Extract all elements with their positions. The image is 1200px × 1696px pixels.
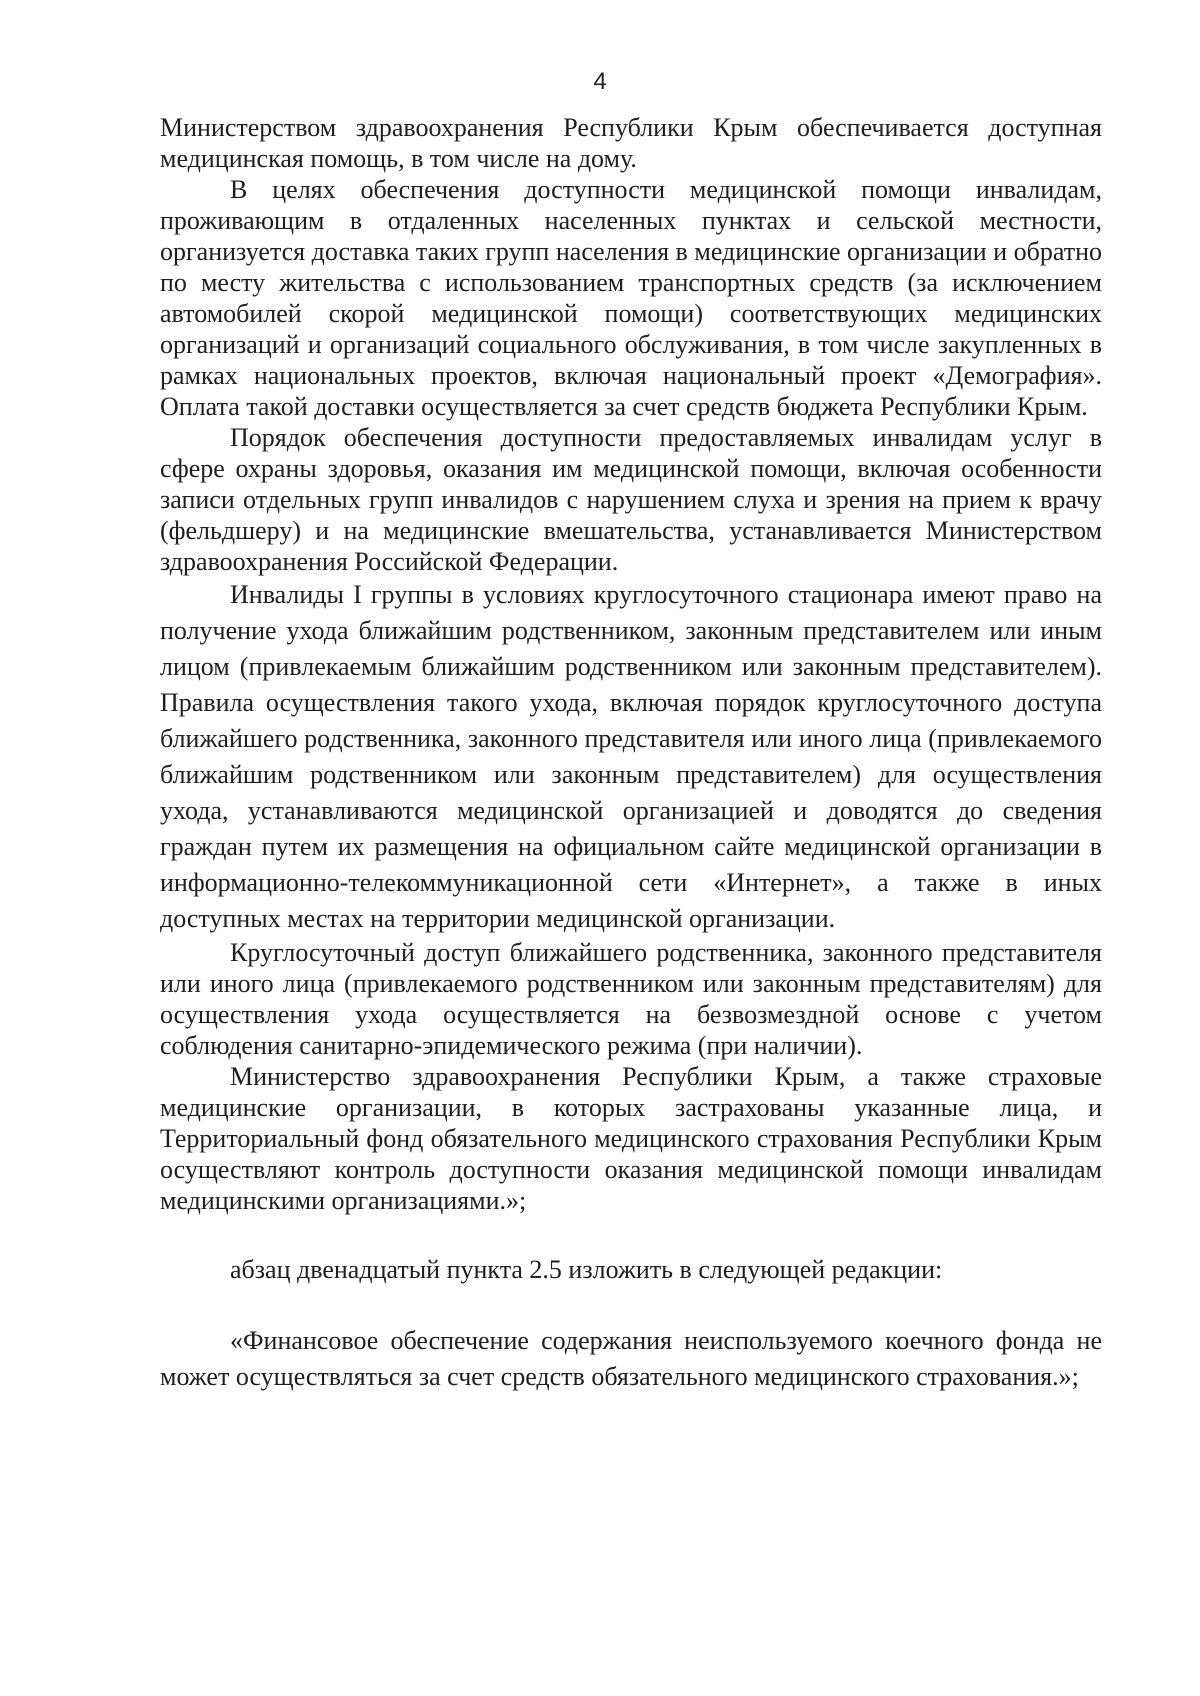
page-number: 4 xyxy=(593,68,607,95)
paragraph-round-the-clock-access: Круглосуточный доступ ближайшего родственника, законного представителя или иного лица (привлекаемого родственником или законным представителям) для осуществления ухода осуществляется на безвозмездной основе с учетом соблюдения санитарно-эпидемического режима (при наличии). xyxy=(160,938,1102,1060)
paragraph-control: Министерство здравоохранения Республики Крым, а также страховые медицинские организации, в которых застрахованы указанные лица, и Территориальный фонд обязательного медицинского страхования Республики Крым осуществляют контроль доступности оказания медицинской помощи инвалидам медицинскими организациями.»; xyxy=(160,1062,1102,1215)
document-body xyxy=(160,112,1102,1395)
paragraph-access-procedure: Порядок обеспечения доступности предоставляемых инвалидам услуг в сфере охраны здоровья, оказания им медицинской помощи, включая особенности записи отдельных групп инвалидов с нарушением слуха и зрения на прием к врачу (фельдшеру) и на медицинские вмешательства, устанавливается Министерством здравоохранения Российской Федерации. xyxy=(160,423,1102,576)
paragraph-group-one-care: Инвалиды I группы в условиях круглосуточного стационара имеют право на получение ухода ближайшим родственником, законным представителем или иным лицом (привлекаемым ближайшим родственником или законным представителем). Правила осуществления такого ухода, включая порядок круглосуточного доступа ближайшего родственника, законного представителя или иного лица (привлекаемого ближайшим родственником или законным представителем) для осуществления ухода, устанавливаются медицинской организацией и доводятся до сведения граждан путем их размещения на официальном сайте медицинской организации в информационно-телекоммуникационной сети «Интернет», а также в иных доступных местах на территории медицинской организации. xyxy=(160,580,1102,933)
paragraph-ministry-care: Министерством здравоохранения Республики Крым обеспечивается доступная медицинская помощь, в том числе на дому. xyxy=(160,113,1102,173)
paragraph-amendment-instruction: абзац двенадцатый пункта 2.5 изложить в следующей редакции: xyxy=(230,1255,943,1284)
paragraph-financing-quote: «Финансовое обеспечение содержания неиспользуемого коечного фонда не может осуществляться за счет средств обязательного медицинского страхования.»; xyxy=(160,1326,1102,1391)
paragraph-transport-delivery: В целях обеспечения доступности медицинской помощи инвалидам, проживающим в отдаленных населенных пунктах и сельской местности, организуется доставка таких групп населения в медицинские организации и обратно по месту жительства с использованием транспортных средств (за исключением автомобилей скорой медицинской помощи) соответствующих медицинских организаций и организаций социального обслуживания, в том числе закупленных в рамках национальных проектов, включая национальный проект «Демография». Оплата такой доставки осуществляется за счет средств бюджета Республики Крым. xyxy=(160,175,1102,421)
